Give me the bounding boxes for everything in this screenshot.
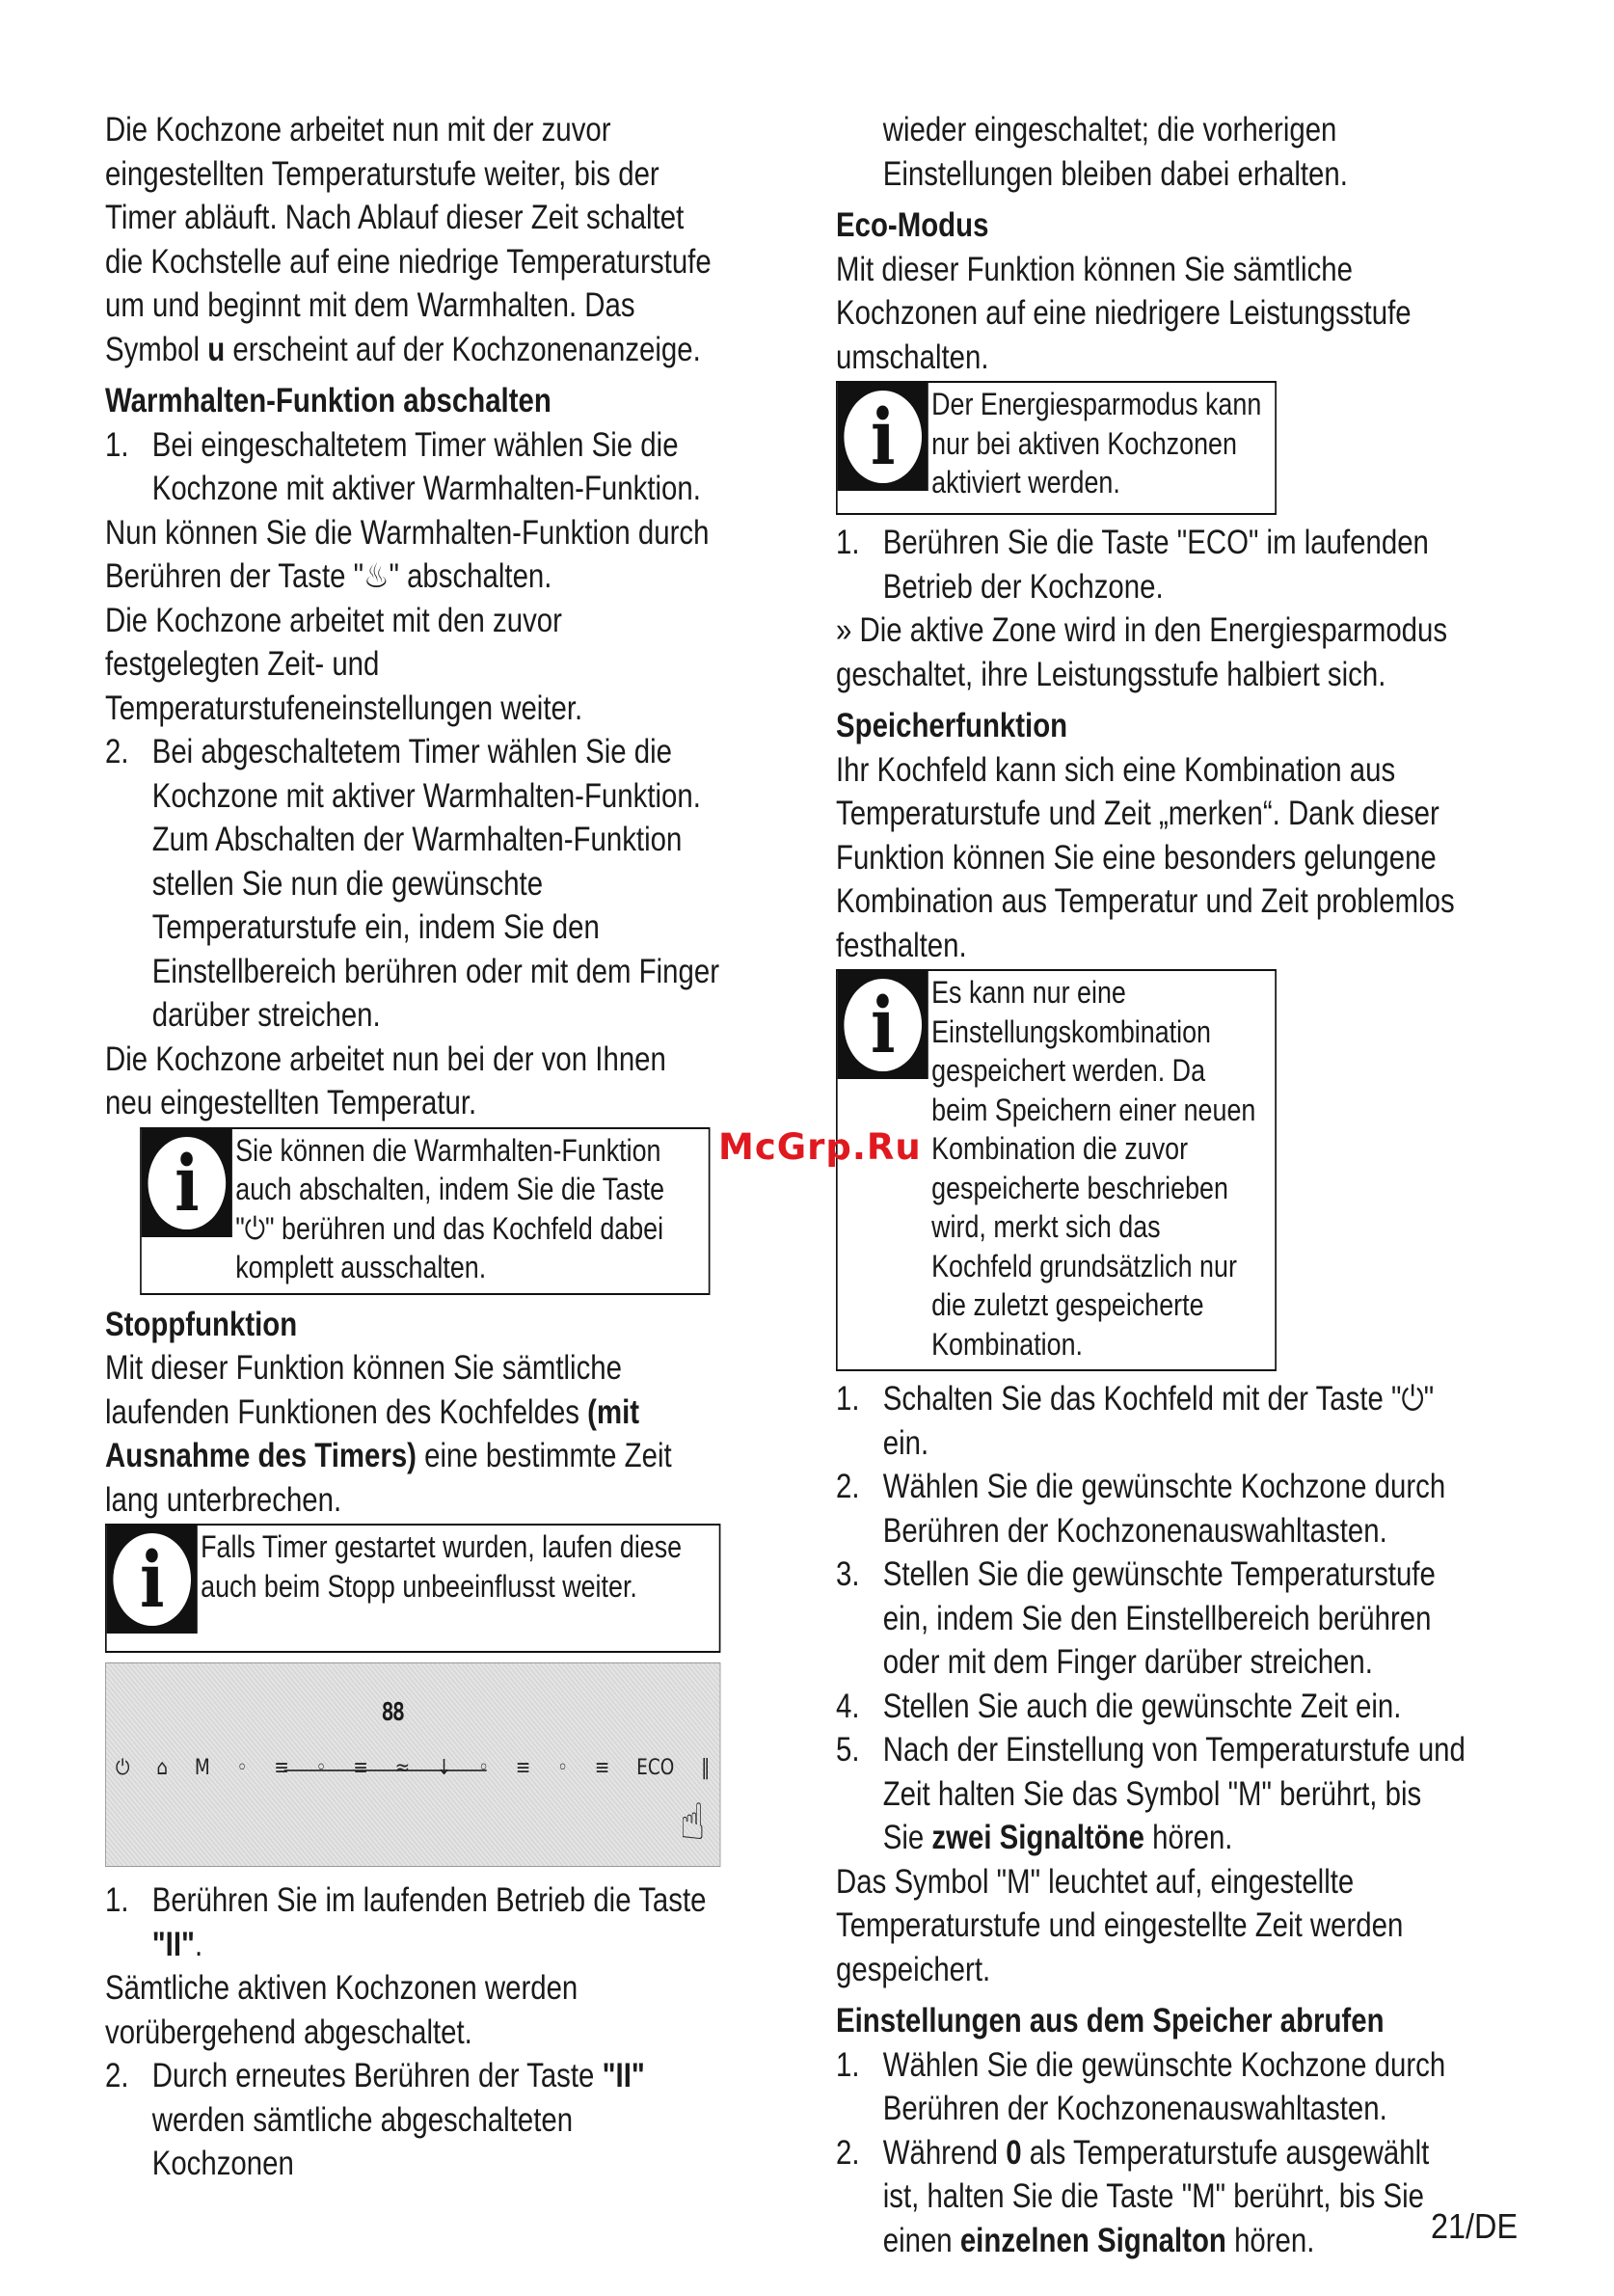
slider-end-icon: ↓: [436, 1756, 452, 1780]
paragraph: Nun können Sie die Warmhalten-Funktion durch Berühren der Taste "♨" abschalten.: [105, 513, 710, 595]
zone-icon: ◦: [315, 1756, 327, 1780]
panel-icons: [116, 1756, 711, 1780]
zone-icon: ≡: [515, 1756, 531, 1780]
list-item: 3. Stellen Sie die gewünschte Temperaturstufe ein, indem Sie den Einstellbereich berühren oder mit dem Finger darüber streichen.: [836, 1555, 1436, 1681]
right-column: [836, 108, 1467, 2262]
info-note: i Falls Timer gestartet wurden, laufen diese auch beim Stopp unbeeinflusst weiter.: [105, 1524, 720, 1653]
control-panel-image: [105, 1662, 720, 1867]
zone-icon: ≡: [274, 1756, 289, 1780]
list-item: 4. Stellen Sie auch die gewünschte Zeit ein.: [836, 1687, 1402, 1725]
list-item: 1. Berühren Sie die Taste "ECO" im laufenden Betrieb der Kochzone.: [836, 524, 1429, 606]
list-item: 2. Durch erneutes Berühren der Taste "II" werden sämtliche abgeschalteten Kochzonen: [105, 2057, 645, 2182]
paragraph: Mit dieser Funktion können Sie sämtliche Kochzonen auf eine niedrigere Leistungsstufe umschalten.: [836, 250, 1412, 376]
lock-icon: ⌂: [156, 1756, 169, 1780]
info-note: i Es kann nur eine Einstellungskombination gespeichert werden. Da beim Speichern einer neuen Kombination die zuvor gespeicherte beschrieben wird, merkt sich das Kochfeld grundsätzlich nur die zuletzt gespeicherte Kombination.: [836, 969, 1277, 1371]
memory-icon: M: [194, 1756, 210, 1780]
list-item: 2. Während 0 als Temperaturstufe ausgewählt ist, halten Sie die Taste "M" berührt, bis Sie einen einzelnen Signalton hören.: [836, 2133, 1430, 2259]
info-icon: i: [142, 1129, 232, 1237]
panel-display: 88: [381, 1698, 404, 1727]
left-column: [105, 108, 720, 2186]
heading-speicherfunktion: Speicherfunktion: [836, 707, 1068, 744]
paragraph: » Die aktive Zone wird in den Energiesparmodus geschaltet, ihre Leistungsstufe halbiert sich.: [836, 611, 1448, 693]
paragraph: Sämtliche aktiven Kochzonen werden vorübergehend abgeschaltet.: [105, 1969, 578, 2051]
list-item: 2. Bei abgeschaltetem Timer wählen Sie die Kochzone mit aktiver Warmhalten-Funktion. Zum Abschalten der Warmhalten-Funktion stellen Sie nun die gewünschte Temperaturstufe ein, indem Sie den Einstellbereich berühren oder mit dem Finger darüber streichen.: [105, 733, 720, 1034]
paragraph: Ihr Kochfeld kann sich eine Kombination aus Temperaturstufe und Zeit „merken“. Dank dieser Funktion können Sie eine besonders gelungene Kombination aus Temperatur und Zeit problemlos festhalten.: [836, 750, 1455, 964]
heading-speicher-abrufen: Einstellungen aus dem Speicher abrufen: [836, 2002, 1385, 2039]
info-icon: i: [838, 383, 928, 491]
hand-pointer-icon: ☝: [679, 1794, 706, 1850]
paragraph: wieder eingeschaltet; die vorherigen Einstellungen bleiben dabei erhalten.: [882, 111, 1348, 193]
page-number: 21/DE: [1430, 2206, 1518, 2246]
list-item: 5. Nach der Einstellung von Temperaturstufe und Zeit halten Sie das Symbol "M" berührt, bis Sie zwei Signaltöne hören.: [836, 1731, 1466, 1856]
list-item: 1. Bei eingeschaltetem Timer wählen Sie die Kochzone mit aktiver Warmhalten-Funktion.: [105, 425, 701, 507]
info-icon: i: [838, 971, 928, 1079]
paragraph: Die Kochzone arbeitet nun bei der von Ihnen neu eingestellten Temperatur.: [105, 1040, 666, 1121]
info-note: i Sie können die Warmhalten-Funktion auch abschalten, indem Sie die Taste "⏻" berühren und das Kochfeld dabei komplett ausschalten.: [140, 1127, 710, 1295]
list-item: 1. Berühren Sie im laufenden Betrieb die Taste "II".: [105, 1881, 707, 1963]
eco-icon: ECO: [636, 1756, 675, 1780]
heading-eco-modus: Eco-Modus: [836, 206, 989, 244]
list-item: 1. Schalten Sie das Kochfeld mit der Taste "⏻" ein.: [836, 1380, 1435, 1462]
zone-icon: ◦: [557, 1756, 569, 1780]
heading-stoppfunktion: Stoppfunktion: [105, 1305, 298, 1343]
watermark: McGrp.Ru: [718, 1126, 922, 1168]
zone-icon: ◦: [236, 1756, 248, 1780]
list-item: 2. Wählen Sie die gewünschte Kochzone durch Berühren der Kochzonenauswahltasten.: [836, 1468, 1446, 1550]
paragraph: Mit dieser Funktion können Sie sämtliche laufenden Funktionen des Kochfeldes (mit Ausnahme des Timers) eine bestimmte Zeit lang unterbrechen.: [105, 1349, 672, 1519]
keep-warm-icon: ≈: [394, 1756, 411, 1780]
zone-icon: ≡: [353, 1756, 368, 1780]
power-icon: ⏻: [115, 1756, 130, 1780]
zone-icon: ◦: [478, 1756, 490, 1780]
heading-warmhalten: Warmhalten-Funktion abschalten: [105, 382, 551, 419]
paragraph: Die Kochzone arbeitet mit den zuvor festgelegten Zeit- und Temperaturstufeneinstellungen weiter.: [105, 601, 583, 727]
zone-icon: ≡: [594, 1756, 610, 1780]
info-icon: i: [107, 1526, 198, 1634]
pause-icon: ‖: [701, 1756, 711, 1780]
paragraph: Die Kochzone arbeitet nun mit der zuvor eingestellten Temperaturstufe weiter, bis der Timer abläuft. Nach Ablauf dieser Zeit schaltet die Kochstelle auf eine niedrige Temperaturstufe um und beginnt mit dem Warmhalten. Das Symbol u erscheint auf der Kochzonenanzeige.: [105, 111, 712, 368]
list-item: 1. Wählen Sie die gewünschte Kochzone durch Berühren der Kochzonenauswahltasten.: [836, 2045, 1446, 2127]
info-note: i Der Energiesparmodus kann nur bei aktiven Kochzonen aktiviert werden.: [836, 381, 1277, 515]
paragraph: Das Symbol "M" leuchtet auf, eingestellte Temperaturstufe und eingestellte Zeit werden gespeichert.: [836, 1862, 1404, 1988]
